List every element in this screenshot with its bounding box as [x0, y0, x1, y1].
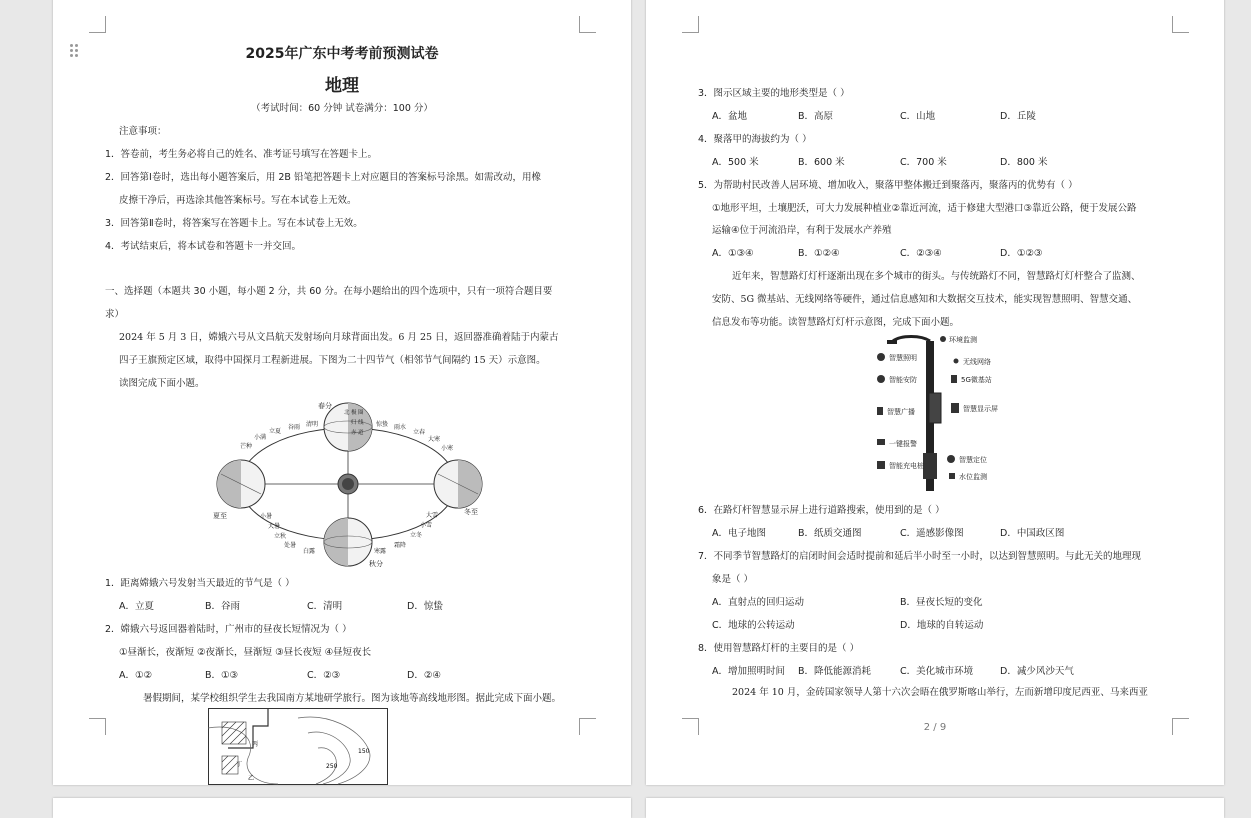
option-c: C．遥感影像图 [900, 528, 964, 539]
label-autumn: 秋分 [369, 560, 383, 568]
question-2: 2．嫦娥六号返回器着陆时，广州市的昼夜长短情况为（ ） [105, 624, 352, 635]
option-c: C．山地 [900, 111, 936, 122]
notice-item: 1．答卷前，考生务必将自己的姓名、准考证号填写在答题卡上。 [105, 149, 378, 160]
label-spring: 春分 [318, 402, 332, 410]
page-corner-mark [89, 718, 106, 735]
smart-lamp-diagram [871, 331, 1041, 493]
question-3: 3．图示区域主要的地形类型是（ ） [698, 88, 850, 99]
option-d: D．惊蛰 [407, 601, 443, 612]
option-d: D．地球的自转运动 [900, 620, 984, 631]
option-a: A．增加照明时间 [712, 666, 785, 677]
label-inner: 归 [351, 420, 357, 426]
contour-map [208, 708, 388, 785]
option-a: A．电子地图 [712, 528, 766, 539]
passage-text: 四子王旗预定区域，取得中国探月工程新进展。下图为二十四节气（相邻节气间隔约 15 天）示意图。 [119, 355, 546, 366]
option-a: A．500 米 [712, 157, 759, 168]
option-d: D．丘陵 [1000, 111, 1036, 122]
option-d: D．①②③ [1000, 248, 1043, 259]
question-6: 6．在路灯杆智慧显示屏上进行道路搜索，使用到的是（ ） [698, 505, 945, 516]
passage-text: 暑假期间，某学校组织学生去我国南方某地研学旅行。图为该地等高线地形图。据此完成下面小题。 [143, 693, 562, 704]
document-page-4 [646, 798, 1224, 818]
earth-winter [434, 460, 482, 508]
label-term: 清明 [306, 421, 319, 428]
passage-text: 2024 年 5 月 3 日，嫦娥六号从文昌航天发射场向月球背面出发。6 月 25 日，返回器准确着陆于内蒙古 [119, 332, 559, 343]
label-winter: 冬至 [464, 508, 478, 516]
lamp-label: 一键报警 [889, 440, 917, 448]
option-c: C．700 米 [900, 157, 947, 168]
passage-text: 读图完成下面小题。 [119, 378, 205, 389]
document-page-2 [646, 0, 1224, 785]
option-d: D．800 米 [1000, 157, 1048, 168]
option-a: A．①② [119, 670, 153, 681]
question-2-items: ①昼渐长，夜渐短 ②夜渐长，昼渐短 ③昼长夜短 ④昼短夜长 [119, 647, 372, 658]
option-b: B．高原 [798, 111, 834, 122]
exam-info: （考试时间：60 分钟 试卷满分：100 分） [251, 103, 433, 114]
page-corner-mark [579, 16, 596, 33]
notice-heading: 注意事项： [119, 126, 167, 137]
label-term: 霜降 [394, 542, 407, 549]
option-b: B．600 米 [798, 157, 845, 168]
option-a: A．①③④ [712, 248, 754, 259]
label-term: 谷雨 [288, 424, 301, 431]
lamp-label: 环境监测 [949, 336, 977, 344]
page-corner-mark [1172, 16, 1189, 33]
option-a: A．立夏 [119, 601, 154, 612]
option-b: B．降低能源消耗 [798, 666, 872, 677]
label-term: 白露 [303, 548, 316, 555]
page-corner-mark [579, 718, 596, 735]
label-term: 立秋 [274, 533, 287, 540]
label-term: 雨水 [394, 424, 407, 431]
option-c: C．美化城市环境 [900, 666, 974, 677]
notice-item: 2．回答第Ⅰ卷时，选出每小题答案后，用 2B 铅笔把答题卡上对应题目的答案标号涂黑。如需改动，用橡 [105, 172, 541, 183]
option-b: B．①③ [205, 670, 239, 681]
page-number: 2 / 9 [923, 722, 947, 733]
solar-terms-diagram [208, 396, 488, 568]
label-term: 寒露 [374, 548, 387, 555]
label-term: 小雪 [420, 522, 433, 529]
lamp-label: 智慧广播 [887, 408, 915, 416]
document-page-3 [53, 798, 631, 818]
label-term: 处暑 [284, 542, 297, 549]
notice-item: 3．回答第Ⅱ卷时，将答案写在答题卡上。写在本试卷上无效。 [105, 218, 363, 229]
option-c: C．清明 [307, 601, 343, 612]
label-term: 小寒 [441, 445, 454, 452]
lamp-label: 智慧定位 [959, 456, 987, 464]
passage-text: 信息发布等功能。读智慧路灯灯杆示意图，完成下面小题。 [712, 317, 960, 328]
question-5: 5．为帮助村民改善人居环境、增加收入，聚落甲整体搬迁到聚落丙，聚落丙的优势有（ ） [698, 180, 1078, 191]
section-heading: 一、选择题（本题共 30 小题，每小题 2 分，共 60 分。在每小题给出的四个选项中，只有一项符合题目要 [105, 286, 553, 297]
label-term: 惊蛰 [376, 421, 389, 428]
drag-handle-icon[interactable] [70, 44, 80, 58]
label-term: 芒种 [240, 443, 253, 450]
option-b: B．谷雨 [205, 601, 241, 612]
passage-text: 安防、5G 微基站、无线网络等硬件，通过信息感知和大数据交互技术，能实现智慧照明、智慧交通、 [712, 294, 1138, 305]
map-label: 250 [326, 763, 338, 770]
label-term: 小暑 [260, 513, 273, 520]
lamp-label: 智能安防 [889, 376, 917, 384]
passage-text: 近年来，智慧路灯灯杆逐渐出现在多个城市的街头。与传统路灯不同，智慧路灯灯杆整合了监测、 [732, 271, 1141, 282]
lamp-label: 智能充电桩 [889, 462, 924, 470]
lamp-label: 智慧照明 [889, 354, 917, 362]
lamp-label: 智慧显示屏 [963, 405, 998, 413]
label-inner: 线 [358, 420, 364, 426]
exam-subject: 地理 [325, 76, 359, 96]
label-inner: 道 [358, 430, 364, 436]
option-d: D．减少风沙天气 [1000, 666, 1074, 677]
passage-text: 2024 年 10 月，金砖国家领导人第十六次会晤在俄罗斯喀山举行，左而新增印度尼西亚、马来西亚 [732, 687, 1148, 698]
option-c: C．②③ [307, 670, 341, 681]
label-term: 小满 [254, 434, 267, 441]
option-a: A．盆地 [712, 111, 747, 122]
lamp-label: 无线网络 [963, 358, 991, 366]
page-corner-mark [89, 16, 106, 33]
earth-summer [217, 460, 265, 508]
exam-title: 2025年广东中考考前预测试卷 [245, 46, 439, 62]
earth-autumn [324, 518, 372, 566]
question-7: 7．不同季节智慧路灯的启闭时间会适时提前和延后半小时至一小时，以达到智慧照明。与此无关的地理现 [698, 551, 1142, 562]
option-d: D．②④ [407, 670, 441, 681]
map-label: 丙 [252, 741, 259, 748]
question-5-items: 运输④位于河流沿岸，有利于发展水产养殖 [712, 225, 892, 236]
label-summer: 夏至 [213, 512, 227, 520]
page-corner-mark [682, 16, 699, 33]
option-b: B．①②④ [798, 248, 840, 259]
label-inner: 圈 [358, 410, 364, 416]
question-8: 8．使用智慧路灯杆的主要目的是（ ） [698, 643, 860, 654]
label-term: 大雪 [426, 512, 439, 519]
map-label: 丁 [236, 761, 243, 768]
question-5-items: ①地形平坦，土壤肥沃，可大力发展种植业②靠近河流，适于修建大型港口③靠近公路，便于发展公路 [712, 203, 1137, 214]
label-term: 立夏 [269, 428, 282, 435]
option-a: A．直射点的回归运动 [712, 597, 804, 608]
label-term: 立冬 [410, 532, 423, 539]
option-b: B．昼夜长短的变化 [900, 597, 983, 608]
label-term: 大寒 [428, 436, 441, 443]
section-heading: 求） [105, 309, 125, 320]
map-label: 150 [358, 748, 370, 755]
label-inner: 极 [351, 410, 357, 416]
label-term: 立春 [413, 429, 426, 436]
option-d: D．中国政区图 [1000, 528, 1065, 539]
label-inner: 赤 [351, 430, 357, 436]
document-page-1 [53, 0, 631, 785]
notice-item: 4．考试结束后，将本试卷和答题卡一并交回。 [105, 241, 302, 252]
label-inner: 北 [344, 410, 350, 416]
option-c: C．②③④ [900, 248, 942, 259]
lamp-label: 水位监测 [959, 473, 987, 481]
label-term: 大暑 [268, 523, 281, 530]
notice-item: 皮擦干净后，再选涂其他答案标号。写在本试卷上无效。 [119, 195, 357, 206]
lamp-label: 5G微基站 [961, 376, 992, 384]
question-7: 象是（ ） [712, 574, 754, 585]
question-4: 4．聚落甲的海拔约为（ ） [698, 134, 812, 145]
map-label: 乙 [248, 775, 255, 782]
question-1: 1．距离嫦娥六号发射当天最近的节气是（ ） [105, 578, 295, 589]
option-b: B．纸质交通图 [798, 528, 862, 539]
option-c: C．地球的公转运动 [712, 620, 795, 631]
